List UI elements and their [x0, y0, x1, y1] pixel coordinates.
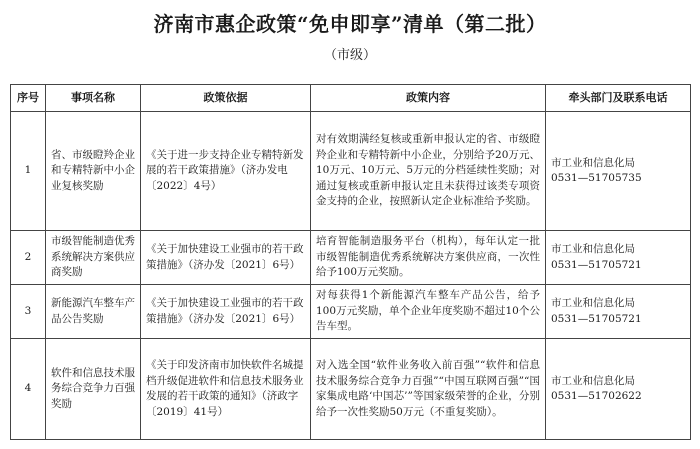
- table-row: [11, 339, 691, 440]
- policy-basis: 《关于加快建设工业强市的若干政策措施》（济办发〔2021〕6号）: [141, 231, 311, 285]
- table-row: [11, 112, 691, 231]
- contact-phone: 0531—51702622: [551, 390, 642, 402]
- policy-basis: 《关于印发济南市加快软件名城提档升级促进软件和信息技术服务业发展的若干政策的通知》（济政字〔2019〕41号）: [141, 339, 311, 440]
- page-title: 济南市惠企政策“免申即享”清单（第二批）: [153, 12, 547, 36]
- policy-content: 对有效期满经复核或重新申报认定的省、市级瞪羚企业和专精特新中小企业，分别给予20万元、10万元、10万元、5万元的分档延续性奖励；对通过复核或重新申报认定且未获得过该类专项资金支持的企业，按照新认定企业标准给予奖励。: [311, 112, 546, 231]
- policy-content: 对每获得1个新能源汽车整车产品公告，给予100万元奖励，单个企业年度奖励不超过10个公告车型。: [311, 285, 546, 339]
- header-no: 序号: [11, 85, 46, 112]
- contact-phone: 0531—51705721: [551, 312, 642, 325]
- lead-dept-cell: [546, 285, 691, 339]
- policy-basis: 《关于加快建设工业强市的若干政策措施》（济办发〔2021〕6号）: [141, 285, 311, 339]
- lead-dept: 市工业和信息化局: [551, 374, 635, 387]
- header-dept: 牵头部门及联系电话: [546, 85, 691, 112]
- lead-dept: 市工业和信息化局: [551, 297, 635, 309]
- row-number: 2: [11, 231, 46, 285]
- row-number: 4: [11, 339, 46, 440]
- header-name: 事项名称: [46, 85, 141, 112]
- lead-dept-cell: [546, 339, 691, 440]
- item-name: 软件和信息技术服务综合竞争力百强奖励: [46, 339, 141, 440]
- row-number: 1: [11, 112, 46, 231]
- page-subtitle: （市级）: [323, 48, 376, 63]
- table-row: [11, 285, 691, 339]
- row-number: 3: [11, 285, 46, 339]
- lead-dept-cell: [546, 231, 691, 285]
- policy-basis: 《关于进一步支持企业专精特新发展的若干政策措施》（济办发电〔2022〕4号）: [141, 112, 311, 231]
- contact-phone: 0531—51705735: [551, 172, 642, 184]
- header-basis: 政策依据: [141, 85, 311, 112]
- header-content: 政策内容: [311, 85, 546, 112]
- lead-dept: 市工业和信息化局: [551, 156, 635, 169]
- item-name: 省、市级瞪羚企业和专精特新中小企业复核奖励: [46, 112, 141, 231]
- policy-content: 对入选全国“软件业务收入前百强”“软件和信息技术服务综合竞争力百强”“中国互联网百强”“国家集成电路‘中国芯’”等国家级荣誉的企业，分别给予一次性奖励50万元（不重复奖励）。: [311, 339, 546, 440]
- lead-dept: 市工业和信息化局: [551, 243, 635, 255]
- item-name: 新能源汽车整车产品公告奖励: [46, 285, 141, 339]
- policy-content: 培育智能制造服务平台（机构），每年认定一批市级智能制造优秀系统解决方案供应商，一次性给予100万元奖励。: [311, 231, 546, 285]
- policy-table: [10, 84, 691, 440]
- table-row: [11, 231, 691, 285]
- item-name: 市级智能制造优秀系统解决方案供应商奖励: [46, 231, 141, 285]
- contact-phone: 0531—51705721: [551, 258, 642, 271]
- lead-dept-cell: [546, 112, 691, 231]
- table-header-row: [11, 85, 691, 112]
